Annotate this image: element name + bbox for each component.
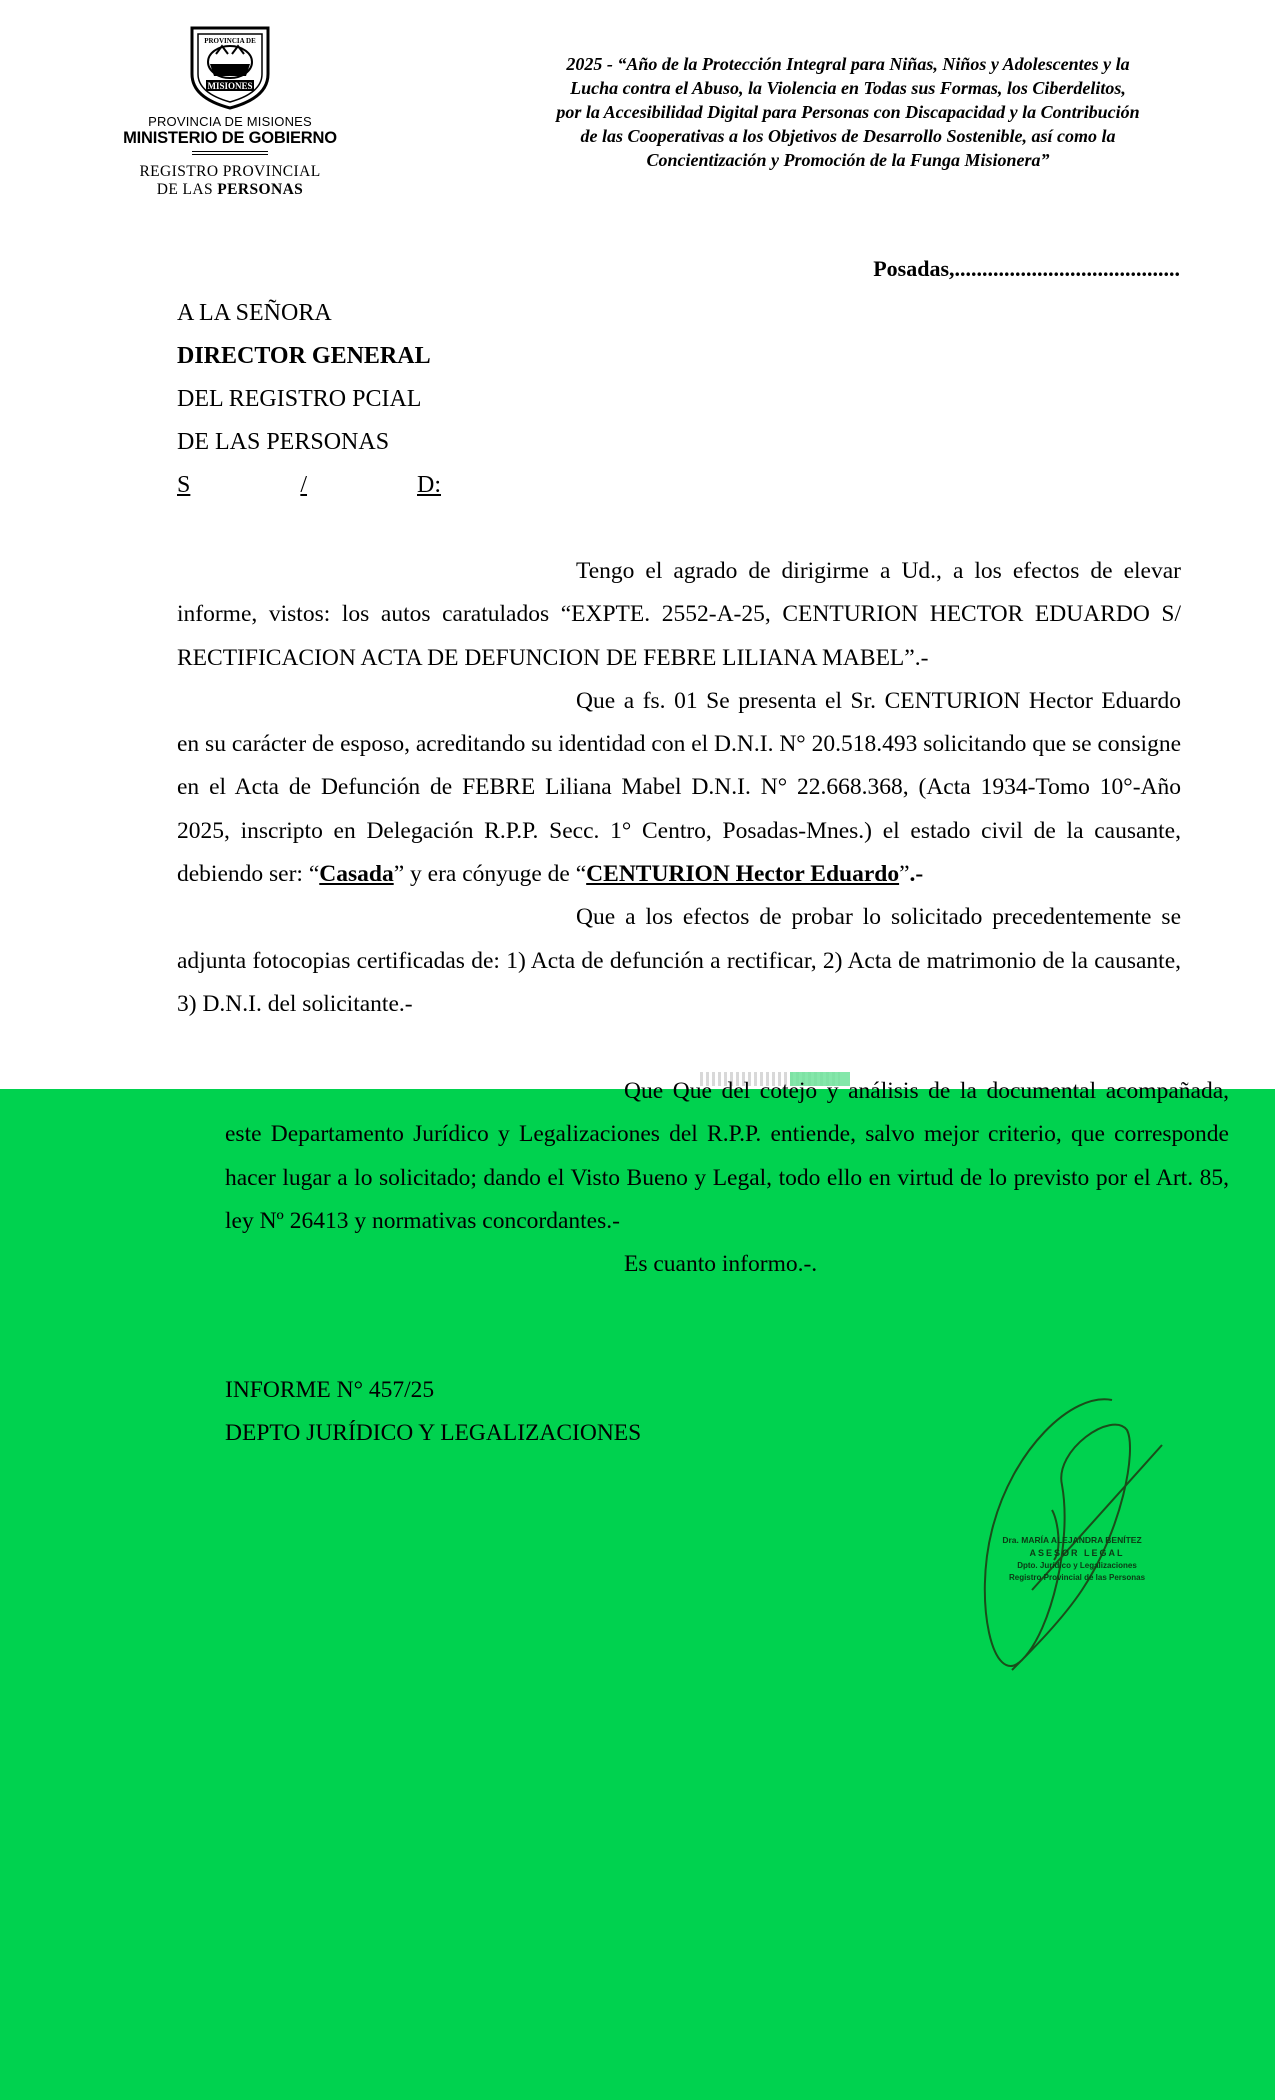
paragraph: Tengo el agrado de dirigirme a Ud., a los efectos de elevar informe, vistos: los autos caratulados “EXPTE. 2552-A-25, CENTURION HECTOR EDUARDO S/ RECTIFICACION ACTA DE DEFUNCION DE FEBRE LILIANA MABEL”.-	[177, 558, 1181, 671]
seal-text-top: PROVINCIA DE	[204, 37, 256, 45]
coat-of-arms-icon	[180, 24, 280, 112]
report-body-overlay	[225, 1070, 1229, 1286]
stamp-org: Registro Provincial de las Personas	[1008, 1573, 1146, 1582]
seal-text-bottom: MISIONES	[207, 81, 253, 91]
informe-department: DEPTO JURÍDICO Y LEGALIZACIONES	[225, 1420, 642, 1446]
logo-registry-line2: DE LAS PERSONAS	[156, 181, 304, 198]
paragraph: Que a fs. 01 Se presenta el Sr. CENTURION Hector Eduardo en su carácter de esposo, acreditando su identidad con el D.N.I. N° 20.518.493 solicitando que se consigne en el Acta de Defunción de FEBRE Liliana Mabel D.N.I. N° 22.668.368, (Acta 1934-Tomo 10°-Año 2025, inscripto en Delegación R.P.P. Secc. 1° Centro, Posadas-Mnes.) el estado civil de la causante, debiendo ser: “Casada” y era cónyuge de “CENTURION Hector Eduardo”.-	[177, 687, 1181, 888]
paragraph: Que a los efectos de probar lo solicitado precedentemente se adjunta fotocopias certificadas de: 1) Acta de defunción a rectificar, 2) Acta de matrimonio de la causante, 3) D.N.I. del solicitante.-	[177, 904, 1181, 1017]
logo-province: PROVINCIA DE MISIONES	[148, 114, 312, 129]
stamp-dept: Dpto. Jurídico y Legalizaciones	[1017, 1561, 1137, 1570]
place-date: Posadas,.........................................	[873, 256, 1180, 281]
paragraph: Que Que del cotejo y análisis de la documental acompañada, este Departamento Jurídico y Legalizaciones del R.P.P. entiende, salvo mejor criterio, que corresponde hacer lugar a lo solicitado; dando el Visto Bueno y Legal, todo ello en virtud de lo previsto por el Art. 85, ley Nº 26413 y normativas concordantes.-	[225, 1078, 1229, 1234]
addressee-line: A LA SEÑORA	[177, 300, 332, 326]
year-motto: 2025 - “Año de la Protección Integral para Niñas, Niños y Adolescentes y la Lucha contra el Abuso, la Violencia en Todas sus Formas, los Ciberdelitos, por la Accesibilidad Digital para Personas con Discapacidad y la Contribución de las Cooperativas a los Objetivos de Desarrollo Sostenible, así como la Concientización y Promoción de la Funga Misionera”	[556, 54, 1140, 170]
sd-line: S / D:	[177, 472, 441, 498]
addressee-line: DEL REGISTRO PCIAL	[177, 386, 422, 412]
signature-stamp	[962, 1390, 1172, 1690]
addressee-line: DIRECTOR GENERAL	[177, 343, 431, 369]
addressee-line: DE LAS PERSONAS	[177, 429, 390, 455]
closing-line: Es cuanto informo.-.	[624, 1251, 818, 1278]
addressee-block	[177, 292, 441, 507]
logo-registry-line1: REGISTRO PROVINCIAL	[139, 163, 321, 180]
stamp-name: Dra. MARÍA ALEJANDRA BENÍTEZ	[1002, 1535, 1142, 1545]
informe-number: INFORME N° 457/25	[225, 1377, 435, 1403]
report-body	[177, 550, 1181, 1026]
logo-divider	[192, 151, 268, 155]
stamp-title: ASESOR LEGAL	[1029, 1548, 1125, 1558]
provincial-logo	[114, 24, 346, 199]
informe-block	[225, 1369, 641, 1455]
logo-ministry: MINISTERIO DE GOBIERNO	[123, 129, 337, 147]
